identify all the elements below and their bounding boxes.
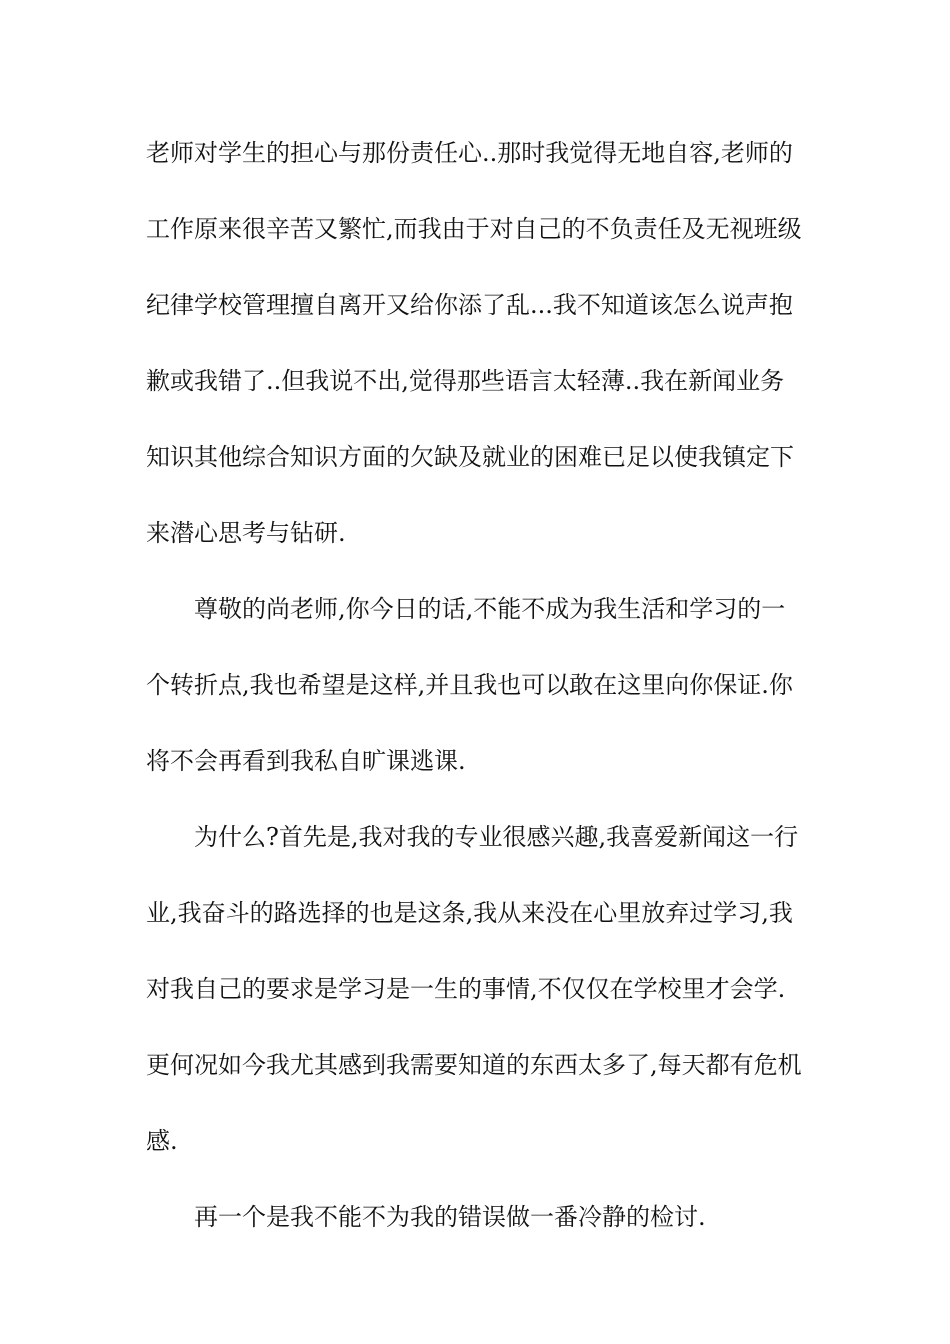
text-line: 业,我奋斗的路选择的也是这条,我从来没在心里放弃过学习,我: [146, 899, 793, 927]
text-line: 感.: [146, 1127, 178, 1155]
paragraph-first-line: 尊敬的尚老师,你今日的话,不能不成为我生活和学习的一: [194, 595, 786, 623]
text-line: 来潜心思考与钻研.: [146, 519, 346, 547]
text-line: 对我自己的要求是学习是一生的事情,不仅仅在学校里才会学.: [146, 975, 786, 1003]
document-body: [146, 134, 811, 1274]
text-line: 更何况如今我尤其感到我需要知道的东西太多了,每天都有危机: [146, 1051, 802, 1079]
paragraph-first-line: 再一个是我不能不为我的错误做一番冷静的检讨.: [194, 1203, 706, 1231]
text-line: 工作原来很辛苦又繁忙,而我由于对自己的不负责任及无视班级: [146, 215, 802, 243]
text-line: 知识其他综合知识方面的欠缺及就业的困难已足以使我镇定下: [146, 443, 794, 471]
text-line: 将不会再看到我私自旷课逃课.: [146, 747, 466, 775]
text-line: 纪律学校管理擅自离开又给你添了乱...我不知道该怎么说声抱: [146, 291, 793, 319]
paragraph-first-line: 为什么?首先是,我对我的专业很感兴趣,我喜爱新闻这一行: [194, 823, 799, 851]
text-line: 歉或我错了..但我说不出,觉得那些语言太轻薄..我在新闻业务: [146, 367, 785, 395]
text-line: 老师对学生的担心与那份责任心..那时我觉得无地自容,老师的: [146, 139, 793, 167]
text-line: 个转折点,我也希望是这样,并且我也可以敢在这里向你保证.你: [146, 671, 793, 699]
